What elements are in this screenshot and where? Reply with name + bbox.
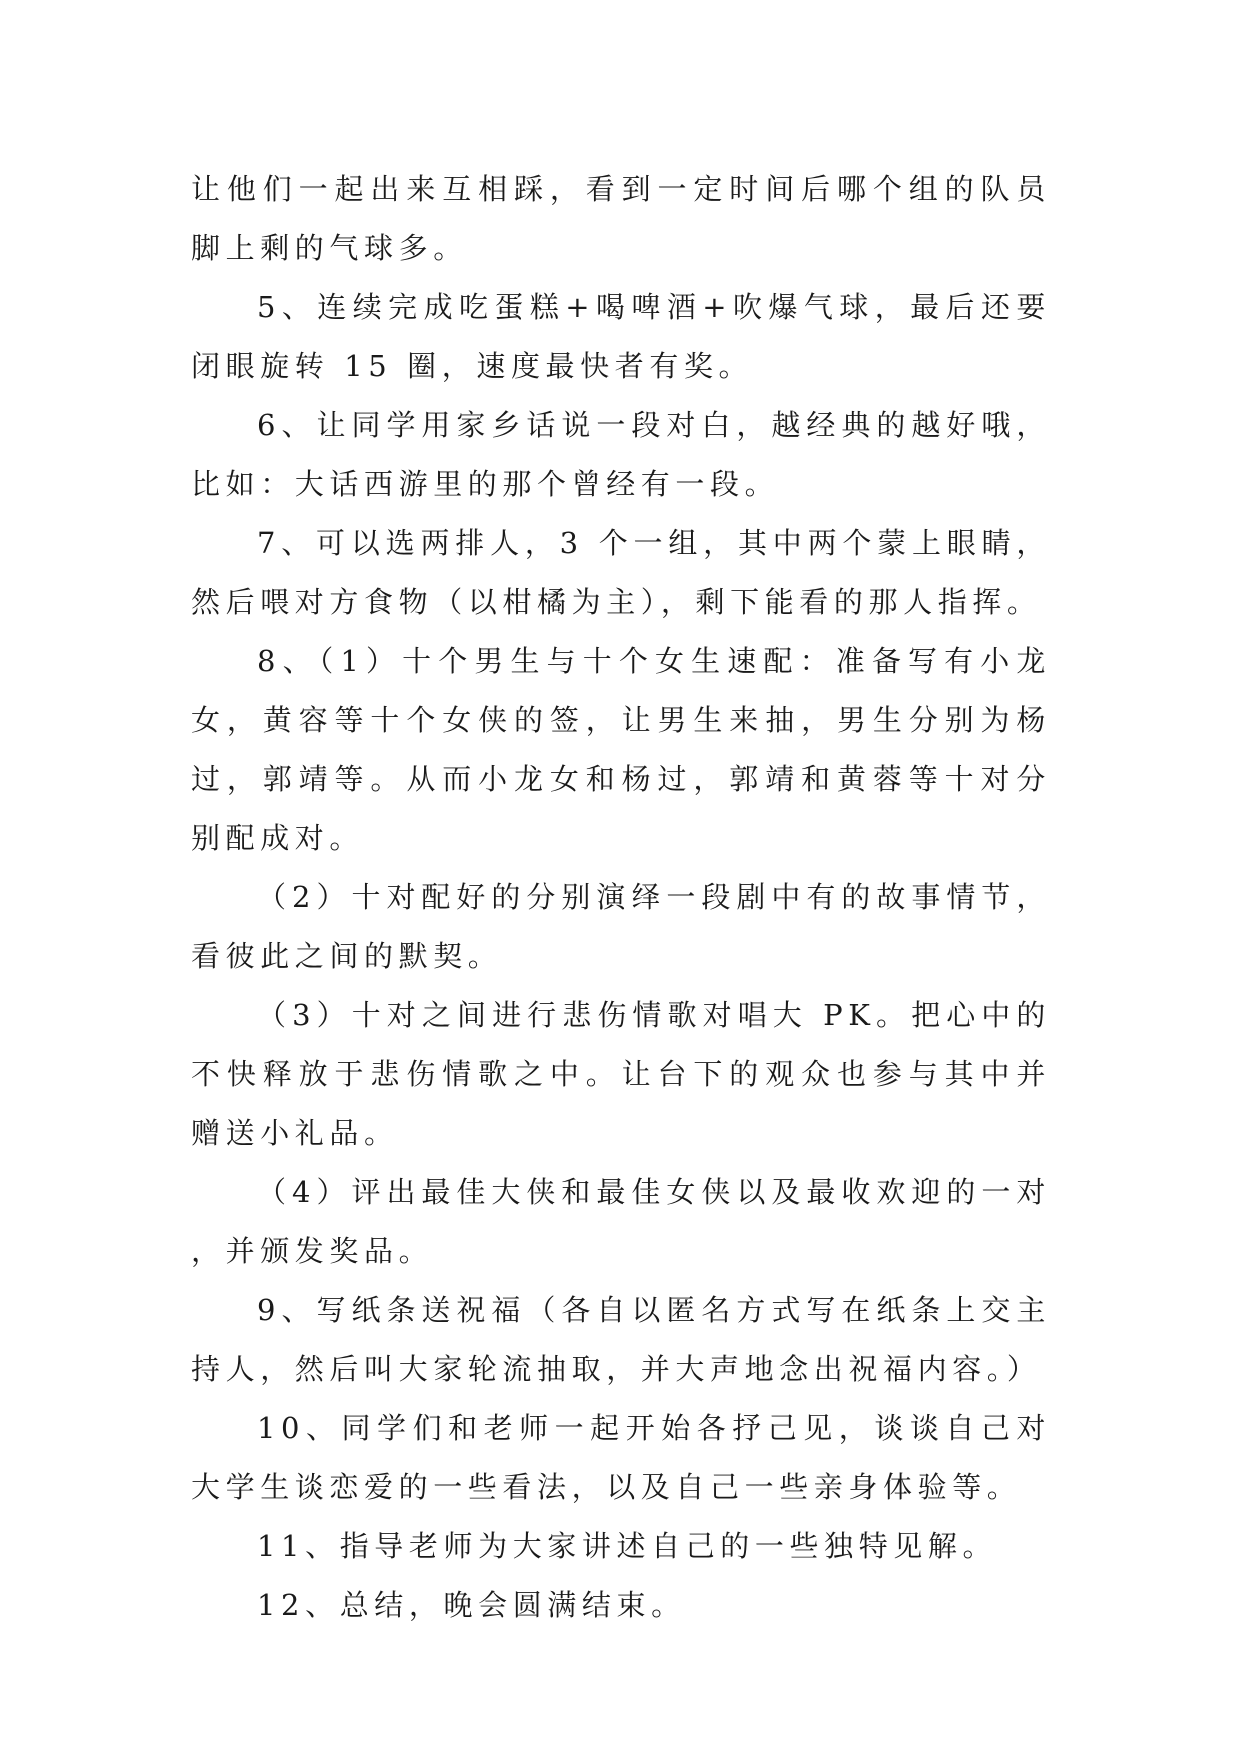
paragraph-item-7: 7、可以选两排人，3 个一组，其中两个蒙上眼睛，然后喂对方食物（以柑橘为主），剩下能看的那人指挥。 bbox=[191, 526, 1051, 619]
paragraph-item-8-4: （4）评出最佳大侠和最佳女侠以及最收欢迎的一对，并颁发奖品。 bbox=[191, 1175, 1051, 1268]
paragraph-item-5: 5、连续完成吃蛋糕+喝啤酒+吹爆气球，最后还要闭眼旋转 15 圈，速度最快者有奖。 bbox=[191, 290, 1051, 383]
paragraph-item-10: 10、同学们和老师一起开始各抒己见，谈谈自己对大学生谈恋爱的一些看法，以及自己一些亲身体验等。 bbox=[191, 1411, 1051, 1504]
paragraph-continuation: 让他们一起出来互相踩，看到一定时间后哪个组的队员脚上剩的气球多。 bbox=[191, 172, 1051, 265]
paragraph-item-12: 12、总结，晚会圆满结束。 bbox=[257, 1588, 686, 1622]
paragraph-item-8-3: （3）十对之间进行悲伤情歌对唱大 PK。把心中的不快释放于悲伤情歌之中。让台下的观众也参与其中并赠送小礼品。 bbox=[191, 998, 1051, 1150]
paragraph-item-9: 9、写纸条送祝福（各自以匿名方式写在纸条上交主持人，然后叫大家轮流抽取，并大声地念出祝福内容。） bbox=[191, 1293, 1051, 1386]
paragraph-item-8-1: 8、（1）十个男生与十个女生速配：准备写有小龙女，黄容等十个女侠的签，让男生来抽，男生分别为杨过，郭靖等。从而小龙女和杨过，郭靖和黄蓉等十对分别配成对。 bbox=[191, 644, 1051, 855]
paragraph-item-11: 11、指导老师为大家讲述自己的一些独特见解。 bbox=[257, 1529, 998, 1563]
document-body bbox=[191, 160, 1051, 1635]
paragraph-item-6: 6、让同学用家乡话说一段对白，越经典的越好哦，比如：大话西游里的那个曾经有一段。 bbox=[191, 408, 1051, 501]
paragraph-item-8-2: （2）十对配好的分别演绎一段剧中有的故事情节，看彼此之间的默契。 bbox=[191, 880, 1051, 973]
